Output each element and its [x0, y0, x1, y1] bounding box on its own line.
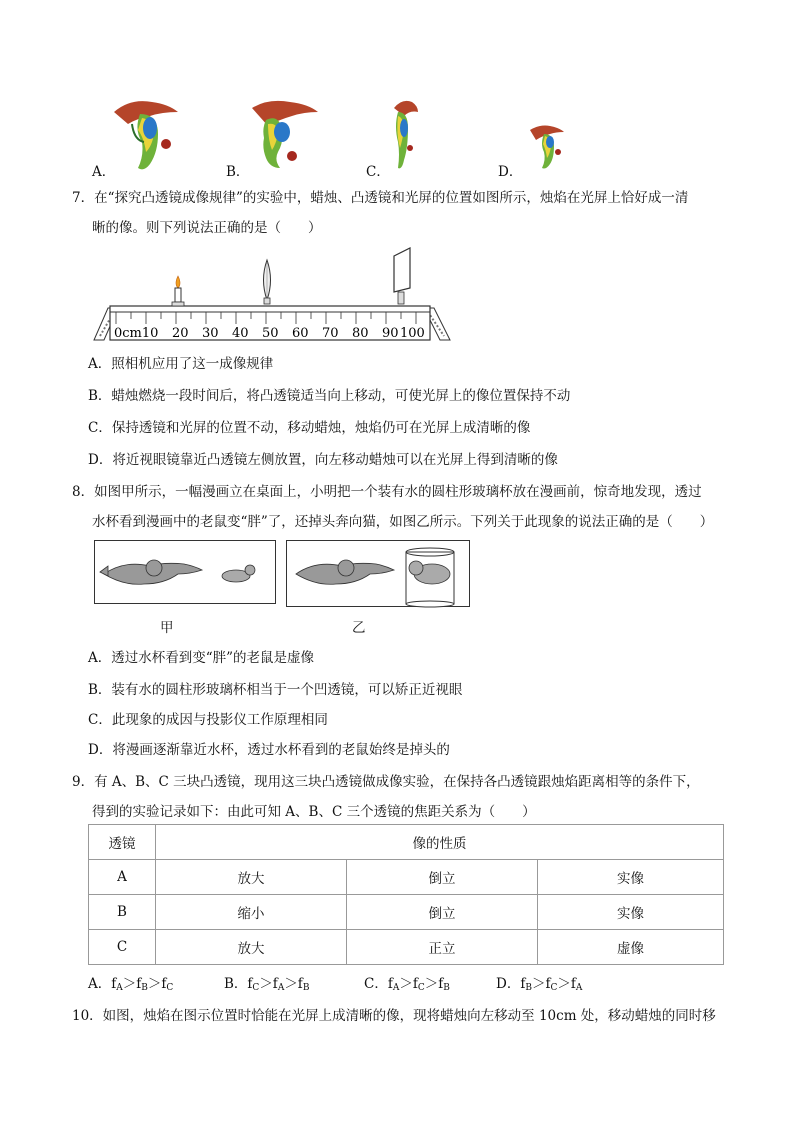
table-cell: 放大: [156, 930, 347, 965]
ruler-label-60: 60: [292, 326, 309, 341]
q7-option-c[interactable]: C．保持透镜和光屏的位置不动，移动蜡烛，烛焰仍可在光屏上成清晰的像: [88, 420, 531, 436]
table-header-row: [89, 825, 724, 860]
q9-option-c-sub2: C: [417, 983, 425, 993]
q7-option-b[interactable]: B．蜡烛燃烧一段时间后，将凸透镜适当向上移动，可使光屏上的像位置保持不动: [88, 388, 571, 404]
table-cell: A: [89, 860, 156, 895]
table-row: [89, 930, 724, 965]
table-cell: 实像: [538, 860, 724, 895]
ruler-label-100: 100: [400, 326, 425, 341]
table-header-lens: 透镜: [89, 825, 156, 860]
q9-option-d-prefix: D．f: [496, 976, 526, 992]
q9-option-b-sub2: A: [277, 983, 285, 993]
q9-option-c-sub1: A: [392, 983, 400, 993]
parrot-image-c: [388, 98, 422, 173]
ruler-label-30: 30: [202, 326, 219, 341]
q6-option-c-label[interactable]: C．: [366, 164, 390, 180]
q7-option-d[interactable]: D．将近视眼镜靠近凸透镜左侧放置，向左移动蜡烛可以在光屏上得到清晰的像: [88, 452, 558, 468]
ruler-label-70: 70: [322, 326, 339, 341]
q9-option-d[interactable]: [496, 972, 582, 993]
ruler-label-90: 90: [382, 326, 399, 341]
q9-option-a-mid1: ＞f: [122, 976, 142, 992]
q6-option-d-label[interactable]: D．: [498, 164, 523, 180]
q9-option-c-mid2: ＞f: [424, 976, 444, 992]
table-header-props: 像的性质: [156, 825, 724, 860]
convex-lens: [264, 260, 271, 304]
table-cell: B: [89, 895, 156, 930]
q10-stem-line1: 10．如图，烛焰在图示位置时恰能在光屏上成清晰的像，现将蜡烛向左移动至 10cm 处，移动蜡烛的同时移: [72, 1008, 716, 1024]
ruler-label-80: 80: [352, 326, 369, 341]
q7-stem-line1: 7．在“探究凸透镜成像规律”的实验中，蜡烛、凸透镜和光屏的位置如图所示，烛焰在光屏上恰好成一清: [72, 190, 689, 206]
q9-stem-line2: 得到的实验记录如下：由此可知 A、B、C 三个透镜的焦距关系为（ ）: [92, 804, 536, 820]
q8-figure-label-yi: 乙: [352, 620, 366, 636]
q9-option-a-sub1: A: [116, 983, 123, 993]
optical-bench-figure: [88, 240, 456, 344]
q7-option-a[interactable]: A．照相机应用了这一成像规律: [88, 356, 274, 372]
table-row: [89, 860, 724, 895]
table-row: [89, 895, 724, 930]
ruler-label-40: 40: [232, 326, 249, 341]
table-cell: 虚像: [538, 930, 724, 965]
q9-option-b[interactable]: [224, 972, 309, 993]
q9-option-d-sub2: C: [550, 983, 558, 993]
table-cell: C: [89, 930, 156, 965]
q9-stem-line1: 9．有 A、B、C 三块凸透镜，现用这三块凸透镜做成像实验，在保持各凸透镜跟烛焰距离相等的条件下，: [72, 774, 700, 790]
table-cell: 放大: [156, 860, 347, 895]
candle: [172, 276, 184, 306]
q7-stem-line2: 晰的像。则下列说法正确的是（ ）: [92, 220, 322, 236]
ruler-label-20: 20: [172, 326, 189, 341]
q9-option-c-mid1: ＞f: [399, 976, 418, 992]
q8-option-b[interactable]: B．装有水的圆柱形玻璃杯相当于一个凹透镜，可以矫正近视眼: [88, 682, 463, 698]
q9-option-d-sub3: A: [575, 983, 583, 993]
q9-option-a-sub3: C: [166, 983, 174, 993]
parrot-image-b: [248, 98, 320, 173]
lens-properties-table: [88, 824, 724, 965]
q6-option-b-label[interactable]: B．: [226, 164, 250, 180]
table-cell: 倒立: [347, 860, 538, 895]
q9-option-c-sub3: B: [443, 983, 450, 993]
q9-option-a-prefix: A．f: [88, 976, 117, 992]
q9-option-b-sub1: C: [252, 983, 260, 993]
q8-option-c[interactable]: C．此现象的成因与投影仪工作原理相同: [88, 712, 328, 728]
q8-stem-line1: 8．如图甲所示，一幅漫画立在桌面上，小明把一个装有水的圆柱形玻璃杯放在漫画前，惊奇地发现，透过: [72, 484, 702, 500]
ruler-label-0: 0cm10: [114, 326, 159, 341]
table-cell: 实像: [538, 895, 724, 930]
q9-option-c-prefix: C．f: [364, 976, 393, 992]
q9-option-b-mid1: ＞f: [259, 976, 278, 992]
q9-option-a-sub2: B: [141, 983, 148, 993]
table-cell: 倒立: [347, 895, 538, 930]
table-cell: 正立: [347, 930, 538, 965]
cartoon-figure-jia: [94, 540, 276, 604]
q9-option-d-mid2: ＞f: [557, 976, 576, 992]
q9-option-a-mid2: ＞f: [147, 976, 167, 992]
ruler-label-50: 50: [262, 326, 279, 341]
q8-figure-label-jia: 甲: [160, 620, 174, 636]
table-cell: 缩小: [156, 895, 347, 930]
parrot-image-d: [528, 124, 566, 172]
q9-option-b-mid2: ＞f: [284, 976, 303, 992]
q8-stem-line2: 水杯看到漫画中的老鼠变“胖”了，还掉头奔向猫，如图乙所示。下列关于此现象的说法正确的是（ ）: [92, 514, 714, 530]
q9-option-d-mid1: ＞f: [531, 976, 551, 992]
light-screen: [394, 248, 410, 304]
q9-option-b-prefix: B．f: [224, 976, 253, 992]
q9-option-b-sub3: B: [302, 983, 310, 993]
q9-option-c[interactable]: [364, 972, 450, 993]
q8-option-a[interactable]: A．透过水杯看到变“胖”的老鼠是虚像: [88, 650, 315, 666]
q9-option-d-sub1: B: [525, 983, 532, 993]
q8-option-d[interactable]: D．将漫画逐渐靠近水杯，透过水杯看到的老鼠始终是掉头的: [88, 742, 450, 758]
parrot-image-a: [110, 98, 182, 173]
q9-option-a[interactable]: [88, 972, 173, 993]
cartoon-figure-yi: [286, 540, 470, 608]
q6-option-a-label[interactable]: A．: [92, 164, 116, 180]
